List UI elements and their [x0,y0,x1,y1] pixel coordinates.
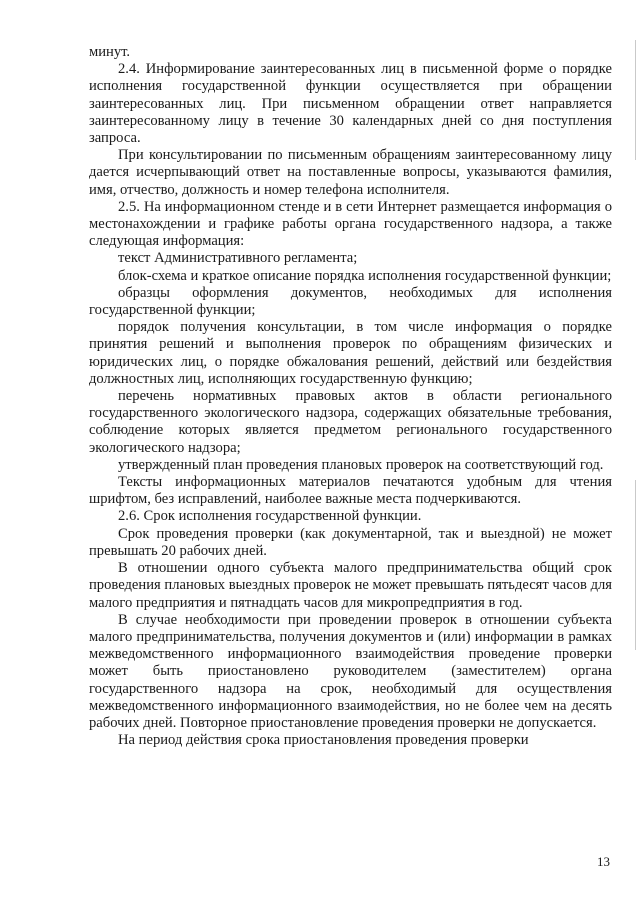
page-number: 13 [597,854,610,869]
paragraph: На период действия срока приостановления проведения проверки [118,732,529,749]
paragraph: перечень нормативных правовых актов в области регионального государственного экологического надзора, содержащих обязательные требования, соблюдение которых является предметом регионального государственного экологического надзора; [89,388,612,456]
body-text [89,44,612,749]
paragraph: 2.5. На информационном стенде и в сети Интернет размещается информация о местонахождении и графике работы органа государственного надзора, а также следующая информация: [89,198,612,250]
scan-edge-mark [635,480,636,650]
paragraph: порядок получения консультации, в том числе информация о порядке принятия решений и выполнения проверок по обращениям физических и юридических лиц, о порядке обжалования решений, действий или бездействия должностных лиц, исполняющих государственную функцию; [89,319,612,387]
paragraph: При консультировании по письменным обращениям заинтересованному лицу дается исчерпывающий ответ на поставленные вопросы, указываются фамилия, имя, отчество, должность и номер телефона исполнителя. [89,147,612,198]
paragraph: Тексты информационных материалов печатаются удобным для чтения шрифтом, без исправлений, наиболее важные места подчеркиваются. [89,474,612,508]
paragraph: Срок проведения проверки (как документарной, так и выездной) не может превышать 20 рабочих дней. [89,525,612,559]
paragraph: В отношении одного субъекта малого предпринимательства общий срок проведения плановых выездных проверок не может превышать пятьдесят часов для малого предприятия и пятнадцать часов для микропредприятия в год. [89,560,612,611]
paragraph: блок-схема и краткое описание порядка исполнения государственной функции; [118,267,612,284]
paragraph: утвержденный план проведения плановых проверок на соответствующий год. [118,456,604,473]
paragraph: В случае необходимости при проведении проверок в отношении субъекта малого предпринимательства, получения документов и (или) информации в рамках межведомственного информационного взаимодействия проведение проверки может быть приостановлено руководителем (заместителем) органа государственного надзора на срок, необходимый для осуществления межведомственного информационного взаимодействия, но не более чем на десять рабочих дней. Повторное приостановление проведения проверки не допускается. [89,611,612,731]
paragraph: 2.6. Срок исполнения государственной функции. [118,508,422,525]
paragraph: минут. [89,44,131,60]
paragraph: образцы оформления документов, необходимых для исполнения государственной функции; [89,284,612,319]
scan-edge-mark [635,40,636,160]
paragraph: текст Административного регламента; [118,250,358,267]
paragraph: 2.4. Информирование заинтересованных лиц в письменной форме о порядке исполнения государственной функции осуществляется при обращении заинтересованных лиц. При письменном обращении ответ направляется заинтересованному лицу в течение 30 календарных дней со дня поступления запроса. [89,61,612,147]
